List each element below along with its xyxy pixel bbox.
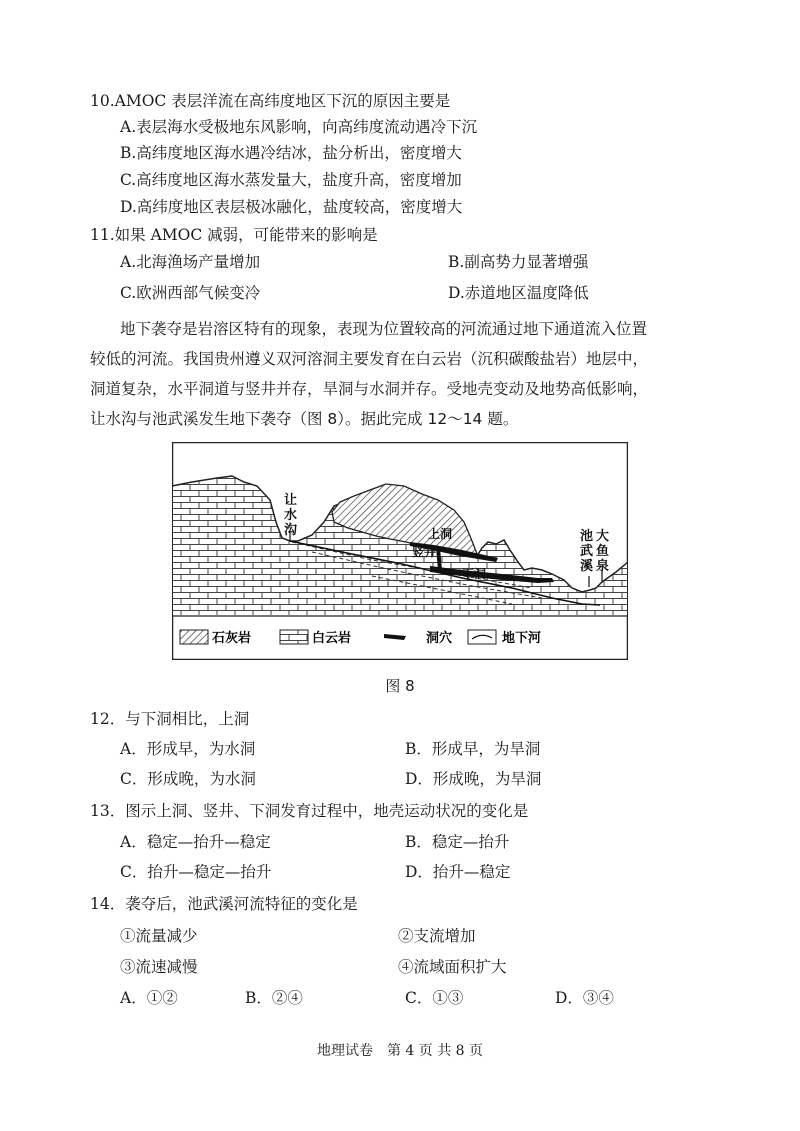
q14-option-b: B．②④ xyxy=(245,989,303,1007)
q12-stem: 12．与下洞相比，上洞 xyxy=(90,710,250,728)
q11-option-c: C.欧洲西部气候变冷 xyxy=(120,284,261,302)
passage-line-1: 地下袭夺是岩溶区特有的现象，表现为位置较高的河流通过地下通道流入位置 xyxy=(120,320,648,338)
label-rangshuigou-2: 水 xyxy=(284,508,298,523)
legend-dolomite-swatch xyxy=(280,630,308,644)
q12-option-a: A．形成早，为水洞 xyxy=(120,740,256,758)
q13-option-a: A．稳定—抬升—稳定 xyxy=(120,833,271,851)
label-dayuquan-1: 大 xyxy=(596,529,610,544)
q14-item-1: ①流量减少 xyxy=(120,927,198,945)
q10-option-c: C.高纬度地区海水蒸发量大，盐度升高，密度增加 xyxy=(120,171,462,189)
label-dayuquan-3: 泉 xyxy=(596,559,610,574)
q12-option-b: B．形成早，为旱洞 xyxy=(405,740,541,758)
q10-stem: 10.AMOC 表层洋流在高纬度地区下沉的原因主要是 xyxy=(90,92,451,110)
passage-line-4: 让水沟与池武溪发生地下袭夺（图 8）。据此完成 12～14 题。 xyxy=(90,410,519,428)
label-dayuquan-2: 鱼 xyxy=(596,544,610,559)
legend-limestone-swatch xyxy=(180,630,208,644)
q14-stem: 14．袭夺后，池武溪河流特征的变化是 xyxy=(90,895,358,913)
label-rangshuigou-1: 让 xyxy=(284,493,298,508)
q11-option-b: B.副高势力显著增强 xyxy=(448,253,589,271)
legend-dolomite: 白云岩 xyxy=(312,631,352,646)
q10-option-d: D.高纬度地区表层极冰融化，盐度较高，密度增大 xyxy=(120,198,463,216)
q13-option-b: B．稳定—抬升 xyxy=(405,833,510,851)
q10-option-a: A.表层海水受极地东风影响，向高纬度流动遇冷下沉 xyxy=(120,118,478,136)
q14-item-3: ③流速减慢 xyxy=(120,958,198,976)
legend-limestone: 石灰岩 xyxy=(212,631,252,646)
label-lower-cave: 下洞 xyxy=(462,567,487,581)
q12-option-d: D．形成晚，为旱洞 xyxy=(405,770,542,788)
legend-underground-river: 地下河 xyxy=(502,631,542,646)
label-chiwuxi-3: 溪 xyxy=(580,559,594,574)
label-chiwuxi-1: 池 xyxy=(580,529,594,544)
q14-option-d: D．③④ xyxy=(555,989,614,1007)
q14-option-a: A．①② xyxy=(120,989,178,1007)
passage-line-2: 较低的河流。我国贵州遵义双河溶洞主要发育在白云岩（沉积碳酸盐岩）地层中， xyxy=(90,350,649,368)
passage-line-3: 洞道复杂，水平洞道与竖井并存，旱洞与水洞并存。受地壳变动及地势高低影响， xyxy=(90,380,649,398)
q14-option-c: C．①③ xyxy=(405,989,464,1007)
legend-cave: 洞穴 xyxy=(426,631,453,646)
q13-stem: 13．图示上洞、竖井、下洞发育过程中，地壳运动状况的变化是 xyxy=(90,802,529,820)
figure-8 xyxy=(172,442,628,660)
label-chiwuxi-2: 武 xyxy=(580,544,594,559)
label-upper-cave: 上洞 xyxy=(428,527,453,541)
q14-item-4: ④流域面积扩大 xyxy=(398,958,507,976)
q11-option-d: D.赤道地区温度降低 xyxy=(448,284,589,302)
q14-item-2: ②支流增加 xyxy=(398,927,476,945)
q13-option-d: D．抬升—稳定 xyxy=(405,863,511,881)
q13-option-c: C．抬升—稳定—抬升 xyxy=(120,863,272,881)
label-shaft: 竖井 xyxy=(412,545,437,559)
label-rangshuigou-3: 沟 xyxy=(284,523,298,538)
page-footer: 地理试卷 第 4 页 共 8 页 xyxy=(316,1043,484,1059)
q11-stem: 11.如果 AMOC 减弱，可能带来的影响是 xyxy=(90,226,378,244)
q11-option-a: A.北海渔场产量增加 xyxy=(120,253,261,271)
cross-section-diagram xyxy=(172,442,628,660)
q12-option-c: C．形成晚，为水洞 xyxy=(120,770,256,788)
figure-caption: 图 8 xyxy=(385,677,415,695)
legend-river-box xyxy=(468,630,496,644)
q10-option-b: B.高纬度地区海水遇冷结冰，盐分析出，密度增大 xyxy=(120,144,462,162)
